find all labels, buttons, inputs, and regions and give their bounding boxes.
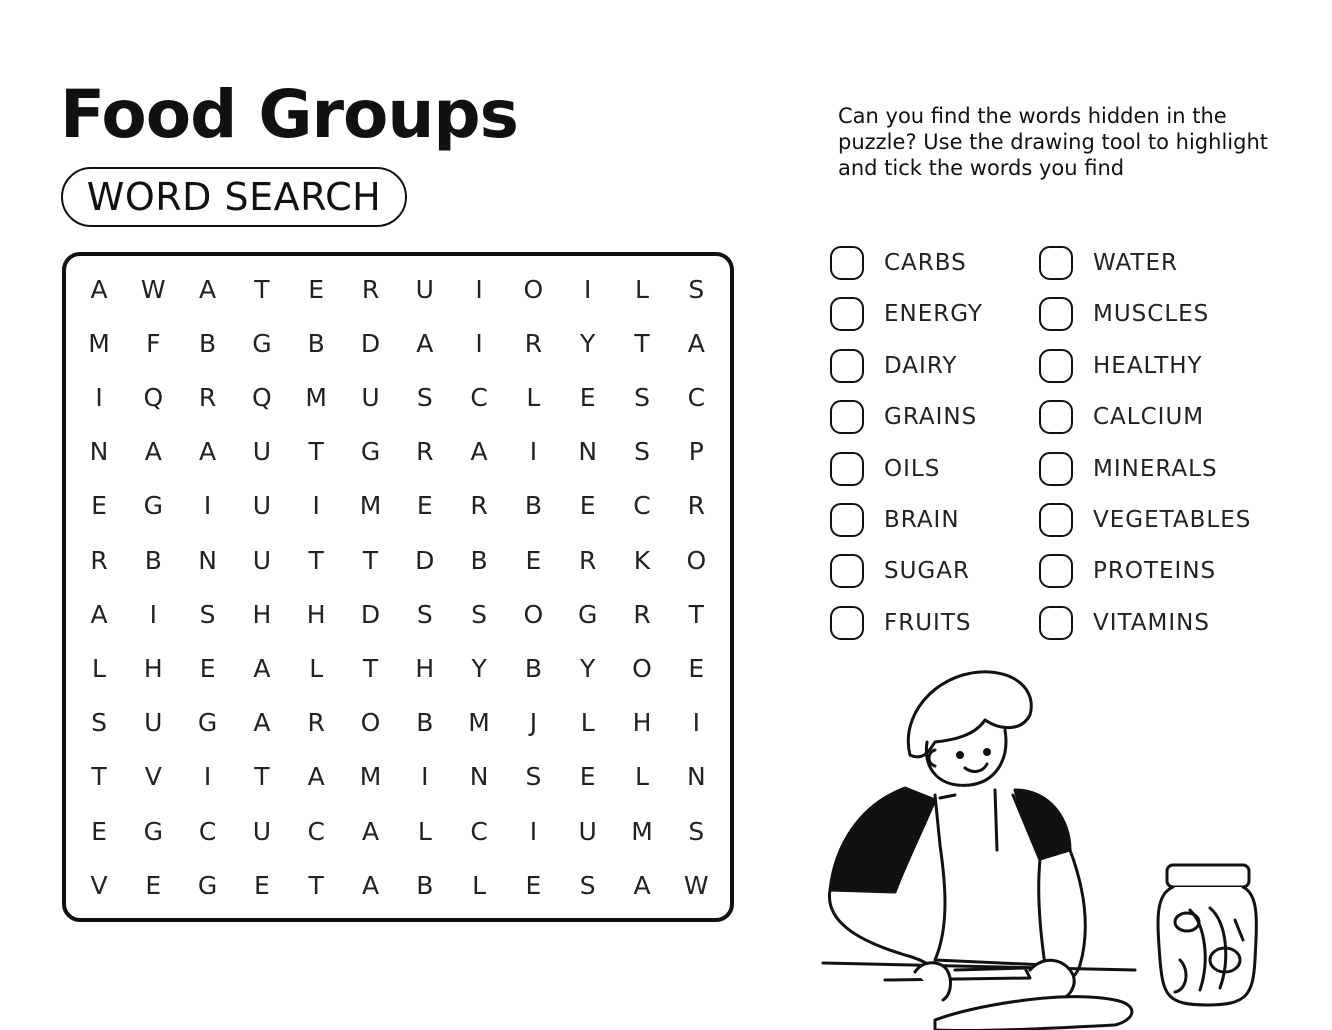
grid-cell[interactable]: U xyxy=(252,437,272,467)
grid-cell[interactable]: M xyxy=(88,328,110,358)
grid-cell[interactable]: S xyxy=(416,382,433,412)
grid-cell[interactable]: E xyxy=(579,382,596,412)
word-checkbox[interactable] xyxy=(830,554,864,588)
grid-cell[interactable]: C xyxy=(470,382,488,412)
word-item-grains[interactable] xyxy=(830,397,977,437)
grid-cell[interactable]: G xyxy=(360,437,381,467)
word-item-fruits[interactable] xyxy=(830,603,971,643)
grid-cell[interactable]: A xyxy=(416,328,434,358)
grid-cell[interactable]: S xyxy=(525,762,542,792)
word-label: PROTEINS xyxy=(1093,558,1217,585)
word-label: CALCIUM xyxy=(1093,404,1205,431)
word-checkbox[interactable] xyxy=(830,246,864,280)
grid-cell[interactable]: O xyxy=(686,545,707,575)
grid-cell[interactable]: G xyxy=(143,491,163,521)
grid-cell[interactable]: C xyxy=(198,816,217,846)
grid-cell[interactable]: A xyxy=(253,708,271,738)
grid-cell[interactable]: P xyxy=(688,437,704,467)
grid-cell[interactable]: I xyxy=(149,599,157,629)
grid-cell[interactable]: A xyxy=(687,328,705,358)
grid-cell[interactable]: E xyxy=(579,762,596,792)
subtitle-badge: WORD SEARCH xyxy=(61,167,407,227)
grid-cell[interactable]: A xyxy=(470,437,488,467)
grid-cell[interactable]: I xyxy=(203,762,212,792)
grid-cell[interactable]: T xyxy=(91,762,107,792)
grid-cell[interactable]: S xyxy=(199,599,216,629)
word-checkbox[interactable] xyxy=(1039,297,1073,331)
grid-cell[interactable]: E xyxy=(579,491,596,521)
page-title: Food Groups xyxy=(60,76,518,153)
grid-cell[interactable]: B xyxy=(199,328,217,358)
word-label: MINERALS xyxy=(1093,455,1218,482)
grid-cell[interactable]: M xyxy=(359,491,382,521)
grid-cell[interactable]: R xyxy=(687,491,705,521)
grid-cell[interactable]: T xyxy=(362,653,379,683)
word-item-minerals[interactable] xyxy=(1039,449,1218,489)
grid-cell[interactable]: U xyxy=(252,491,272,521)
grid-cell[interactable]: D xyxy=(360,328,381,358)
grid-cell[interactable]: H xyxy=(632,708,652,738)
grid-cell[interactable]: H xyxy=(306,599,326,629)
grid-cell[interactable]: E xyxy=(688,653,705,683)
word-item-vitamins[interactable] xyxy=(1039,603,1210,643)
grid-cell[interactable]: E xyxy=(525,545,542,575)
grid-cell[interactable]: R xyxy=(579,545,597,575)
grid-cell[interactable]: I xyxy=(475,328,483,358)
grid-cell[interactable]: I xyxy=(203,491,212,521)
grid-cell[interactable]: S xyxy=(471,599,488,629)
grid-cell[interactable]: R xyxy=(633,599,651,629)
grid-cell[interactable]: U xyxy=(578,816,597,846)
grid-cell[interactable]: E xyxy=(525,870,542,900)
word-item-vegetables[interactable] xyxy=(1039,500,1251,540)
grid-cell[interactable]: S xyxy=(416,599,433,629)
grid-cell[interactable]: R xyxy=(524,328,543,358)
grid-cell[interactable]: L xyxy=(580,708,595,738)
cooking-person-illustration xyxy=(815,660,1285,1030)
word-item-oils[interactable] xyxy=(830,449,940,489)
word-checkbox[interactable] xyxy=(830,452,864,486)
grid-cell[interactable]: T xyxy=(254,274,270,304)
grid-cell[interactable]: I xyxy=(475,274,483,304)
grid-cell[interactable]: Y xyxy=(580,328,596,358)
grid-cell[interactable]: B xyxy=(470,545,488,575)
grid-cell[interactable]: G xyxy=(197,708,218,738)
grid-cell[interactable]: W xyxy=(140,274,166,304)
grid-cell[interactable]: T xyxy=(688,599,704,629)
grid-cell[interactable]: B xyxy=(307,328,325,358)
grid-cell[interactable]: W xyxy=(683,870,709,900)
grid-cell[interactable]: R xyxy=(307,708,325,738)
grid-cell[interactable]: T xyxy=(308,545,324,575)
grid-cell[interactable]: A xyxy=(199,274,217,304)
grid-cell[interactable]: S xyxy=(91,708,107,738)
grid-cell[interactable]: E xyxy=(91,816,107,846)
grid-cell[interactable]: I xyxy=(312,491,320,521)
grid-cell[interactable]: T xyxy=(254,762,270,792)
pickle-jar xyxy=(1158,865,1256,1005)
word-checkbox[interactable] xyxy=(830,400,864,434)
left-sleeve xyxy=(830,788,935,892)
grid-cell[interactable]: I xyxy=(95,382,103,412)
grid-cell[interactable]: B xyxy=(524,491,542,521)
grid-cell[interactable]: O xyxy=(523,599,544,629)
grid-cell[interactable]: H xyxy=(252,599,272,629)
word-label: DAIRY xyxy=(884,352,958,379)
grid-cell[interactable]: N xyxy=(578,437,598,467)
grid-cell[interactable]: S xyxy=(634,382,650,412)
grid-cell[interactable]: T xyxy=(308,437,324,467)
grid-cell[interactable]: R xyxy=(470,491,488,521)
grid-cell[interactable]: Y xyxy=(580,653,596,683)
grid-cell[interactable]: I xyxy=(584,274,592,304)
grid-cell[interactable]: T xyxy=(362,545,379,575)
word-label: MUSCLES xyxy=(1093,301,1210,328)
grid-cell[interactable]: V xyxy=(144,762,162,792)
word-label: ENERGY xyxy=(884,301,983,328)
word-list xyxy=(830,243,1290,653)
grid-cell[interactable]: B xyxy=(524,653,542,683)
grid-cell[interactable]: U xyxy=(252,816,272,846)
grid-cell[interactable]: S xyxy=(688,274,705,304)
grid-cell[interactable]: A xyxy=(90,599,108,629)
grid-cell[interactable]: A xyxy=(361,816,380,846)
word-label: SUGAR xyxy=(884,558,970,585)
word-label: FRUITS xyxy=(884,609,972,636)
word-item-carbs[interactable] xyxy=(830,243,967,283)
grid-cell[interactable]: O xyxy=(523,274,544,304)
grid-cell[interactable]: Q xyxy=(252,382,272,412)
word-label: WATER xyxy=(1093,250,1178,276)
grid-cell[interactable]: A xyxy=(144,437,162,467)
grid-cell[interactable]: D xyxy=(415,545,435,575)
grid-cell[interactable]: N xyxy=(469,762,489,792)
grid-cell[interactable]: C xyxy=(470,816,488,846)
grid-cell[interactable]: N xyxy=(686,762,706,792)
grid-cell[interactable]: L xyxy=(526,382,541,412)
grid-cell[interactable]: L xyxy=(635,274,649,304)
word-item-water[interactable] xyxy=(1039,243,1178,283)
grid-cell[interactable]: U xyxy=(144,708,163,738)
grid-cell[interactable]: B xyxy=(144,545,162,575)
grid-cell[interactable]: B xyxy=(416,708,434,738)
word-checkbox[interactable] xyxy=(1039,452,1073,486)
grid-cell[interactable]: M xyxy=(468,708,490,738)
word-label: HEALTHY xyxy=(1093,352,1203,379)
word-label: OILS xyxy=(884,455,941,482)
grid-cell[interactable]: E xyxy=(145,870,162,900)
word-item-dairy[interactable] xyxy=(830,346,957,386)
grid-cell[interactable]: L xyxy=(417,816,432,846)
word-checkbox[interactable] xyxy=(830,349,864,383)
grid-cell[interactable]: I xyxy=(421,762,429,792)
grid-cell[interactable]: U xyxy=(252,545,272,575)
grid-cell[interactable]: L xyxy=(472,870,487,900)
grid-cell[interactable]: S xyxy=(579,870,596,900)
grid-cell[interactable]: M xyxy=(631,816,653,846)
word-search-grid xyxy=(62,252,734,922)
knife xyxy=(885,968,1030,980)
grid-cell[interactable]: A xyxy=(307,762,325,792)
grid-cell[interactable]: O xyxy=(632,653,652,683)
grid-cell[interactable]: I xyxy=(529,816,538,846)
grid-cell[interactable]: U xyxy=(415,274,434,304)
word-item-energy[interactable] xyxy=(830,294,983,334)
word-item-muscles[interactable] xyxy=(1039,294,1209,334)
grid-cell[interactable]: G xyxy=(252,328,272,358)
word-item-brain[interactable] xyxy=(830,500,960,540)
grid-cell[interactable]: N xyxy=(89,437,109,467)
grid-cell[interactable]: E xyxy=(308,274,325,304)
grid-cell[interactable]: K xyxy=(633,545,651,575)
grid-cell[interactable]: S xyxy=(634,437,650,467)
word-label: BRAIN xyxy=(884,507,960,533)
grid-cell[interactable]: S xyxy=(688,816,705,846)
grid-cell[interactable]: Q xyxy=(143,382,164,412)
grid-cell[interactable]: I xyxy=(692,708,700,738)
word-checkbox[interactable] xyxy=(830,606,864,640)
grid-cell[interactable]: E xyxy=(416,491,433,521)
grid-cell[interactable]: J xyxy=(529,708,538,738)
word-checkbox[interactable] xyxy=(830,297,864,331)
word-checkbox[interactable] xyxy=(1039,503,1073,537)
instructions-text: Can you find the words hidden in the puzzle? Use the drawing tool to highlight and tick the words you find xyxy=(838,104,1268,180)
grid-cell[interactable]: R xyxy=(90,545,108,575)
grid-cell[interactable]: F xyxy=(146,328,161,358)
grid-cell[interactable]: O xyxy=(360,708,381,738)
grid-cell[interactable]: I xyxy=(529,437,538,467)
grid-cell[interactable]: E xyxy=(91,491,107,521)
grid-cell[interactable]: N xyxy=(198,545,217,575)
grid-cell[interactable]: E xyxy=(199,653,216,683)
grid-cell[interactable]: L xyxy=(309,653,324,683)
cucumber xyxy=(935,997,1132,1030)
grid-cell[interactable]: A xyxy=(633,870,651,900)
word-checkbox[interactable] xyxy=(1039,606,1073,640)
grid-cell[interactable]: B xyxy=(416,870,434,900)
grid-cell[interactable]: E xyxy=(253,870,270,900)
word-checkbox[interactable] xyxy=(830,503,864,537)
grid-cell[interactable]: D xyxy=(360,599,381,629)
word-checkbox[interactable] xyxy=(1039,400,1073,434)
word-item-calcium[interactable] xyxy=(1039,397,1204,437)
grid-cell[interactable]: A xyxy=(253,653,271,683)
grid-cell[interactable]: Y xyxy=(471,653,487,683)
word-label: VITAMINS xyxy=(1093,609,1210,636)
word-label: GRAINS xyxy=(884,404,978,431)
grid-cell[interactable]: T xyxy=(634,328,650,358)
grid-cell[interactable]: A xyxy=(199,437,217,467)
word-item-proteins[interactable] xyxy=(1039,551,1216,591)
grid-cell[interactable]: C xyxy=(307,816,325,846)
grid-cell[interactable]: H xyxy=(143,653,163,683)
grid-cell[interactable]: M xyxy=(359,762,382,792)
word-checkbox[interactable] xyxy=(1039,246,1073,280)
word-item-healthy[interactable] xyxy=(1039,346,1203,386)
grid-cell[interactable]: G xyxy=(578,599,598,629)
grid-cell[interactable]: L xyxy=(92,653,106,683)
grid-cell[interactable]: G xyxy=(197,870,218,900)
grid-cell[interactable]: G xyxy=(143,816,163,846)
grid-cell[interactable]: A xyxy=(361,870,380,900)
grid-cell[interactable]: R xyxy=(198,382,217,412)
word-label: VEGETABLES xyxy=(1093,507,1252,533)
grid-cell[interactable]: T xyxy=(308,870,324,900)
word-checkbox[interactable] xyxy=(1039,554,1073,588)
grid-cell[interactable]: L xyxy=(635,762,649,792)
grid-cell[interactable]: M xyxy=(305,382,327,412)
grid-cell[interactable]: R xyxy=(416,437,434,467)
grid-cell[interactable]: U xyxy=(361,382,380,412)
grid-cell[interactable]: C xyxy=(687,382,706,412)
grid-cell[interactable]: V xyxy=(90,870,108,900)
grid-cell[interactable]: A xyxy=(90,274,108,304)
word-label: CARBS xyxy=(884,250,967,276)
word-checkbox[interactable] xyxy=(1039,349,1073,383)
grid-cell[interactable]: R xyxy=(361,274,380,304)
word-item-sugar[interactable] xyxy=(830,551,970,591)
grid-cell[interactable]: H xyxy=(415,653,435,683)
grid-cell[interactable]: C xyxy=(633,491,651,521)
